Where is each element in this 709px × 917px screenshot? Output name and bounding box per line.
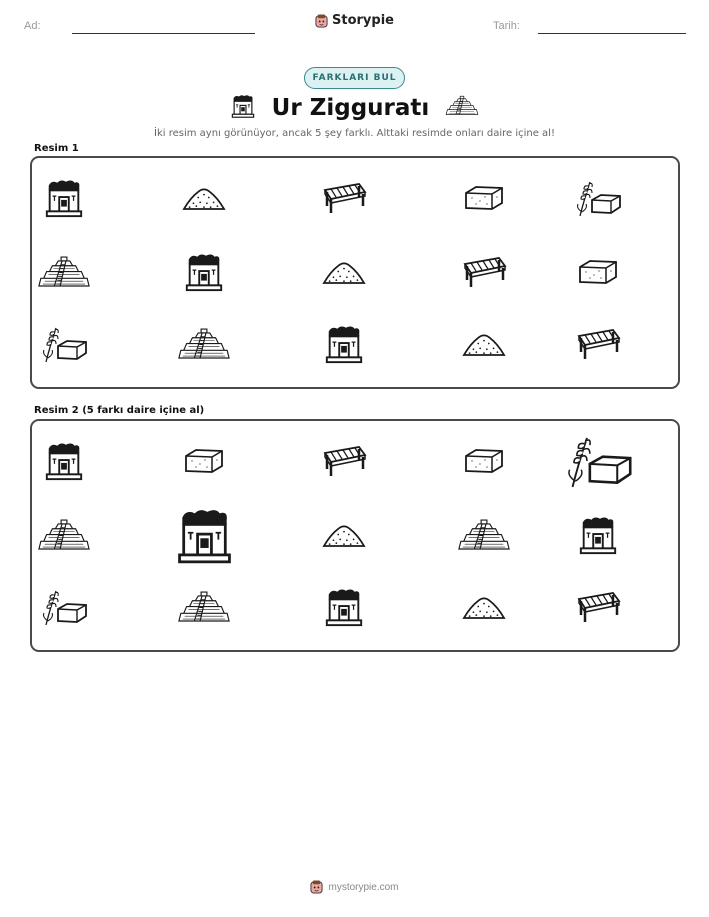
- picture1-panel: [30, 156, 680, 389]
- temple-icon: [183, 251, 225, 293]
- pyramid-icon: [457, 518, 511, 553]
- sledge-icon: [573, 324, 623, 364]
- wheat-brick-icon: [561, 432, 636, 490]
- name-label: Ad:: [24, 20, 41, 32]
- scene-item[interactable]: [439, 499, 529, 571]
- grain-pile-icon: [461, 593, 507, 622]
- temple-icon: [174, 505, 235, 566]
- scene-item: [159, 162, 249, 234]
- scene-item: [439, 236, 529, 308]
- sledge-icon: [319, 441, 369, 481]
- picture1-label: Resim 1: [34, 143, 79, 154]
- grain-pile-icon: [321, 521, 367, 550]
- date-input-line[interactable]: [538, 33, 686, 34]
- scene-item: [19, 308, 109, 380]
- scene-item: [159, 236, 249, 308]
- temple-icon: [577, 514, 619, 556]
- wheat-brick-icon: [572, 178, 624, 218]
- scene-item[interactable]: [439, 425, 529, 497]
- scene-item[interactable]: [553, 571, 643, 643]
- title-row: [0, 92, 709, 124]
- scene-item: [439, 308, 529, 380]
- picture2-label: Resim 2 (5 farkı daire içine al): [34, 405, 205, 416]
- brick-icon: [576, 256, 620, 288]
- scene-item[interactable]: [19, 499, 109, 571]
- pyramid-icon: [177, 590, 231, 625]
- wheat-brick-icon: [38, 324, 90, 364]
- storypie-logo-icon: [315, 14, 328, 28]
- page-title: Ur Zigguratı: [271, 95, 430, 121]
- footer-site[interactable]: mystorypie.com: [328, 881, 399, 893]
- picture2-panel[interactable]: [30, 419, 680, 652]
- scene-item: [553, 162, 643, 234]
- instructions: İki resim aynı görünüyor, ancak 5 şey farklı. Alttaki resimde onları daire içine al!: [154, 128, 555, 139]
- temple-icon: [43, 440, 85, 482]
- scene-item[interactable]: [159, 499, 249, 571]
- pyramid-icon: [37, 255, 91, 290]
- scene-item[interactable]: [19, 425, 109, 497]
- wheat-brick-icon: [38, 587, 90, 627]
- scene-item[interactable]: [553, 425, 643, 497]
- brand-name: Storypie: [332, 13, 394, 28]
- pyramid-icon: [445, 95, 479, 117]
- date-label: Tarih:: [493, 20, 520, 32]
- scene-item: [439, 162, 529, 234]
- scene-item[interactable]: [299, 499, 389, 571]
- sledge-icon: [319, 178, 369, 218]
- brick-icon: [462, 182, 506, 214]
- grain-pile-icon: [321, 258, 367, 287]
- scene-item: [299, 162, 389, 234]
- brick-icon: [462, 445, 506, 477]
- scene-item: [299, 236, 389, 308]
- temple-icon: [323, 586, 365, 628]
- temple-icon: [43, 177, 85, 219]
- scene-item[interactable]: [19, 571, 109, 643]
- brick-icon: [182, 445, 226, 477]
- activity-badge: FARKLARI BUL: [304, 67, 405, 89]
- scene-item[interactable]: [299, 571, 389, 643]
- grain-pile-icon: [461, 330, 507, 359]
- scene-item: [299, 308, 389, 380]
- pyramid-icon: [177, 327, 231, 362]
- temple-icon: [230, 93, 256, 119]
- scene-item: [19, 162, 109, 234]
- scene-item[interactable]: [299, 425, 389, 497]
- scene-item[interactable]: [553, 499, 643, 571]
- pyramid-icon: [37, 518, 91, 553]
- scene-item[interactable]: [159, 571, 249, 643]
- scene-item: [19, 236, 109, 308]
- scene-item: [553, 236, 643, 308]
- title-pyramid-icon: [445, 95, 479, 121]
- scene-item[interactable]: [439, 571, 529, 643]
- storypie-logo-icon: [310, 880, 323, 894]
- title-temple-icon: [230, 93, 256, 123]
- sledge-icon: [459, 252, 509, 292]
- brand: [0, 13, 709, 28]
- scene-item: [159, 308, 249, 380]
- temple-icon: [323, 323, 365, 365]
- name-input-line[interactable]: [72, 33, 255, 34]
- scene-item[interactable]: [159, 425, 249, 497]
- footer: [0, 880, 709, 894]
- sledge-icon: [573, 587, 623, 627]
- grain-pile-icon: [181, 184, 227, 213]
- scene-item: [553, 308, 643, 380]
